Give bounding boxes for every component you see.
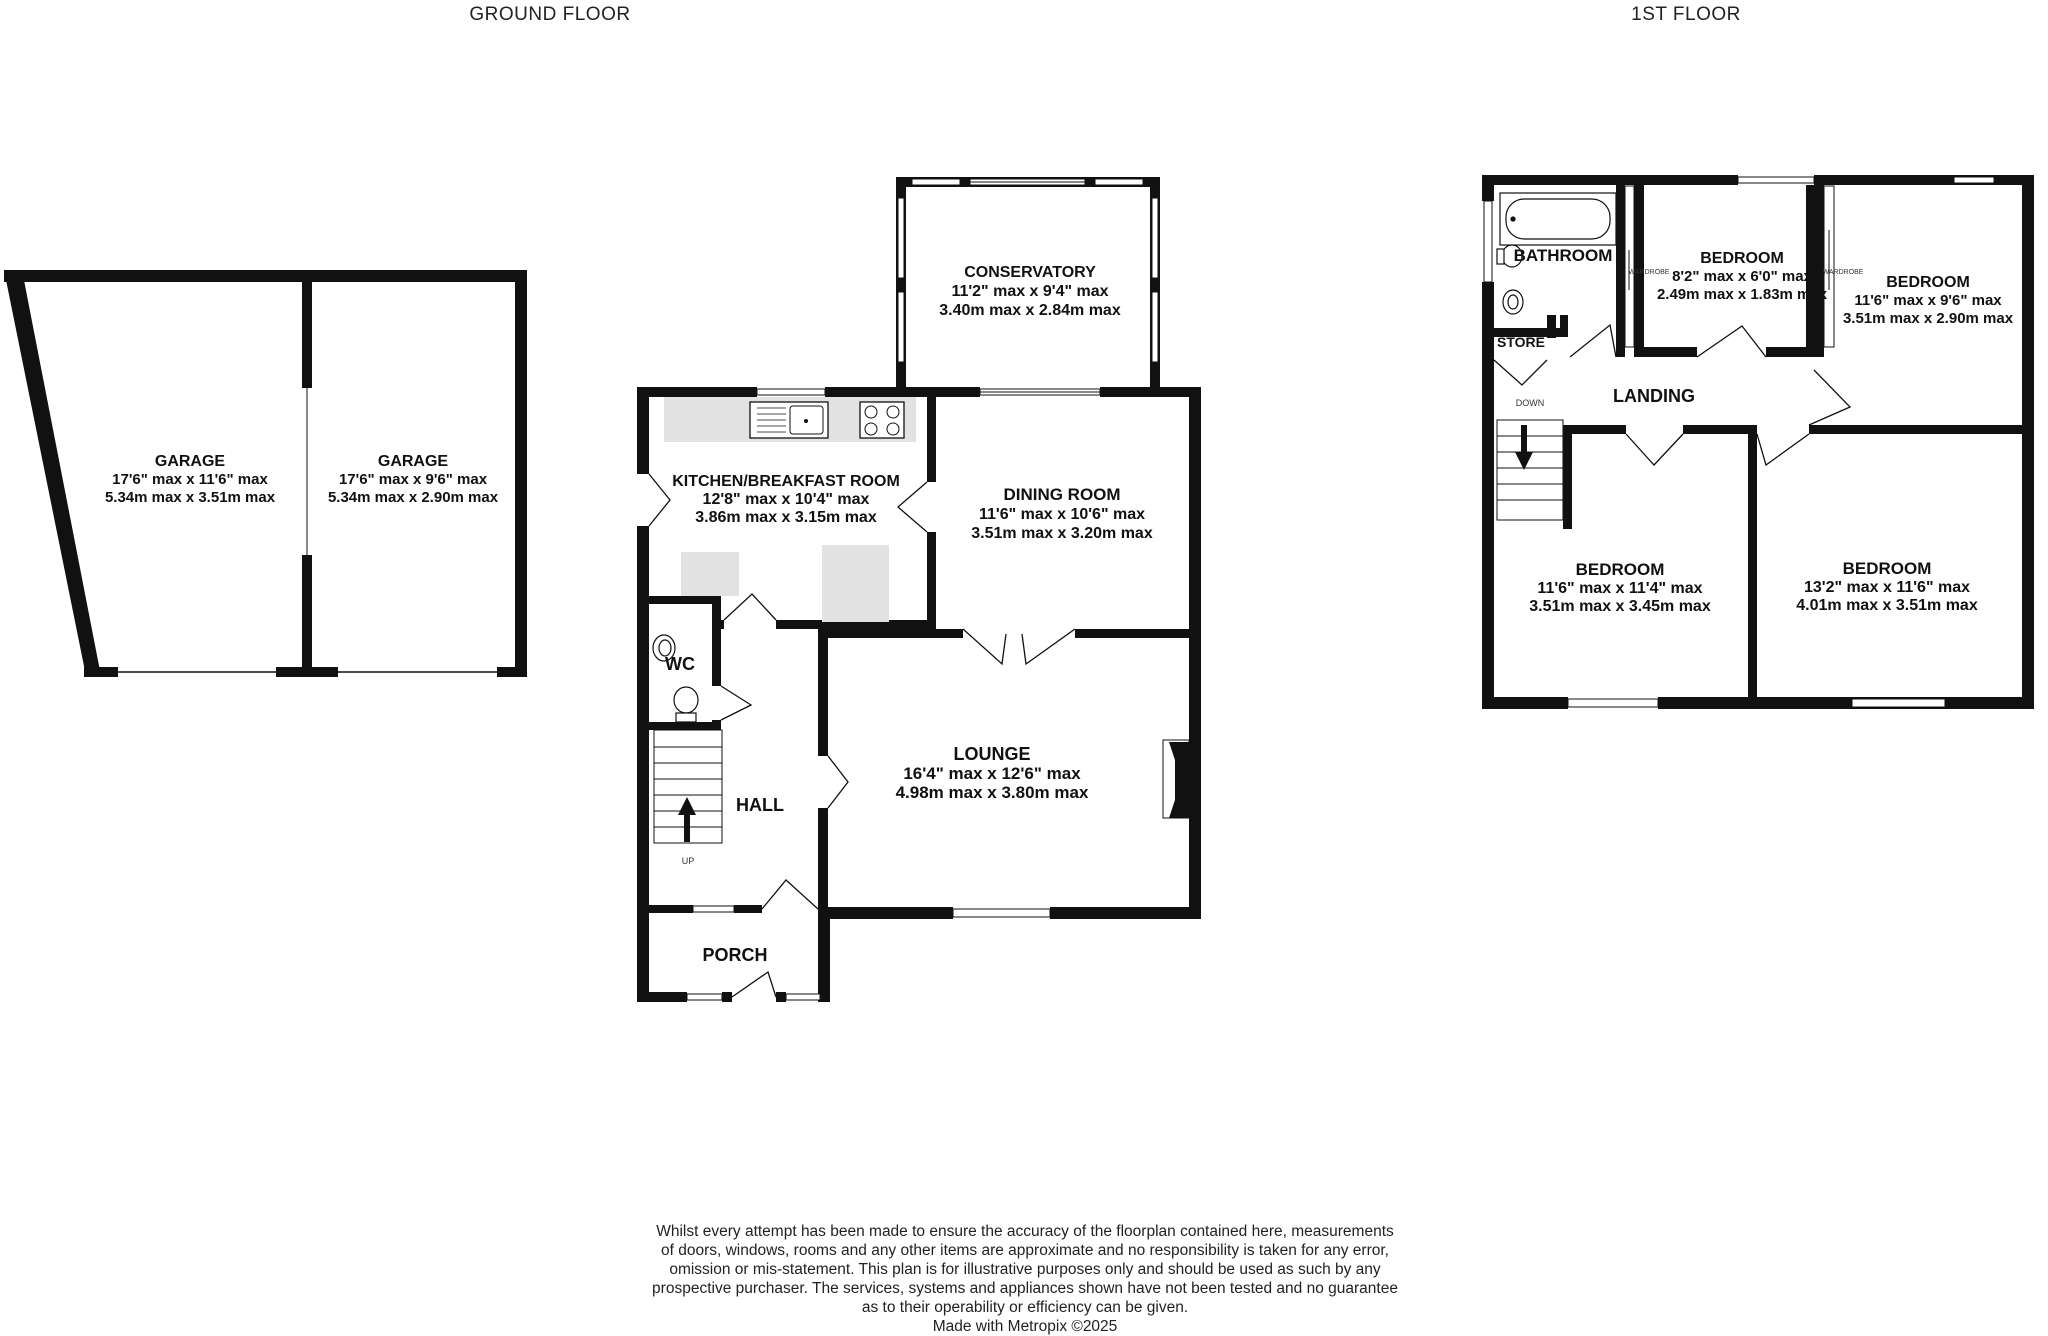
stairs-down-label: DOWN xyxy=(1515,398,1545,408)
sink-icon xyxy=(750,402,828,438)
garage-right-imperial: 17'6" max x 9'6" max xyxy=(338,471,488,488)
kitchen-label: KITCHEN/BREAKFAST ROOM xyxy=(672,473,900,490)
conservatory-window-left xyxy=(898,198,904,278)
conservatory-imperial: 11'2" max x 9'4" max xyxy=(951,283,1109,300)
hall-label: HALL xyxy=(736,795,784,815)
kitchen-side-door xyxy=(649,474,670,526)
bedroom-left-bottom-metric: 3.51m max x 3.45m max xyxy=(1529,598,1711,615)
kitchen-unit-left xyxy=(681,552,739,596)
hob-icon xyxy=(860,402,904,438)
garage-right-label: GARAGE xyxy=(377,453,449,470)
bedroom-right-top-imperial: 11'6" max x 9'6" max xyxy=(1854,292,2002,309)
porch-label: PORCH xyxy=(702,945,768,965)
bedroom-right-top-label: BEDROOM xyxy=(1886,274,1970,291)
hall-porch-door xyxy=(762,880,818,909)
kitchen-metric: 3.86m max x 3.15m max xyxy=(695,509,877,526)
lounge-double-door xyxy=(963,629,1075,664)
bedroom-small-imperial: 8'2" max x 6'0" max xyxy=(1672,268,1812,285)
garage-divider-bottom xyxy=(302,555,312,677)
conservatory-label: CONSERVATORY xyxy=(964,264,1096,281)
bedroom-left-bottom-label: BEDROOM xyxy=(1575,560,1665,579)
wc-door xyxy=(721,686,751,720)
store-door xyxy=(1494,360,1547,385)
lounge-metric: 4.98m max x 3.80m max xyxy=(895,783,1089,802)
front-door xyxy=(732,972,776,997)
metropix-credit: Made with Metropix ©2025 xyxy=(932,1318,1118,1335)
stairs-up-label: UP xyxy=(681,856,695,866)
dining-metric: 3.51m max x 3.20m max xyxy=(971,525,1153,542)
garage-divider-top xyxy=(302,270,312,388)
bedroom-right-bottom-label: BEDROOM xyxy=(1842,559,1932,578)
ground-floor-heading: GROUND FLOOR xyxy=(469,4,631,25)
hall-kitchen-door xyxy=(724,594,776,620)
fireplace-icon xyxy=(1163,740,1189,818)
bedroom-small-metric: 2.49m max x 1.83m max xyxy=(1656,286,1828,303)
store-label: STORE xyxy=(1497,334,1545,350)
garage-left-label: GARAGE xyxy=(154,453,226,470)
garage-door-post-right xyxy=(497,667,527,677)
disclaimer-line: Whilst every attempt has been made to ensure the accuracy of the floorplan contained here, measurements xyxy=(656,1223,1394,1240)
bedroom-right-bottom-metric: 4.01m max x 3.51m max xyxy=(1796,597,1978,614)
bedroom-right-bottom-imperial: 13'2" max x 11'6" max xyxy=(1803,579,1971,596)
wc-fittings xyxy=(653,635,698,722)
conservatory-window-right xyxy=(1152,198,1158,278)
bedroom-left-bottom-imperial: 11'6" max x 11'4" max xyxy=(1537,580,1703,597)
dining-label: DINING ROOM xyxy=(1003,485,1121,504)
garage-left-wall xyxy=(4,270,101,676)
lounge-hall-door xyxy=(828,756,848,808)
bedroom-left-bottom-door xyxy=(1626,434,1683,465)
wardrobe-label-2: WARDROBE xyxy=(1822,269,1864,276)
garage-door-post-mid xyxy=(276,667,338,677)
conservatory-metric: 3.40m max x 2.84m max xyxy=(939,302,1121,319)
garage-door-post-left xyxy=(84,667,118,677)
garage-left-imperial: 17'6" max x 11'6" max xyxy=(112,471,268,488)
lounge-label: LOUNGE xyxy=(953,744,1031,764)
bedroom-right-top-metric: 3.51m max x 2.90m max xyxy=(1842,310,2014,327)
conservatory-window-top xyxy=(912,179,960,185)
garage-left-metric: 5.34m max x 3.51m max xyxy=(104,489,276,506)
wardrobe-label-1: WARDROBE xyxy=(1628,269,1670,276)
bedroom-right-top-door xyxy=(1809,370,1850,425)
first-floor-heading: 1ST FLOOR xyxy=(1631,4,1741,25)
toilet-icon xyxy=(674,687,698,722)
kitchen-unit-right xyxy=(822,545,889,622)
dining-imperial: 11'6" max x 10'6" max xyxy=(978,506,1146,523)
kitchen-imperial: 12'8" max x 10'4" max xyxy=(702,491,870,508)
garage-top-wall xyxy=(4,270,527,282)
disclaimer xyxy=(605,1222,1445,1336)
dining-door xyxy=(898,482,927,532)
bedroom-right-bottom-door xyxy=(1757,434,1809,465)
bedroom-small-label: BEDROOM xyxy=(1700,250,1784,267)
disclaimer-line: of doors, windows, rooms and any other items are approximate and no responsibility is taken for any error, xyxy=(660,1242,1389,1259)
lounge-imperial: 16'4" max x 12'6" max xyxy=(903,764,1081,783)
garage-right-metric: 5.34m max x 2.90m max xyxy=(327,489,499,506)
bathroom-label: BATHROOM xyxy=(1513,246,1613,265)
bath-icon xyxy=(1500,193,1616,245)
garage-right-wall xyxy=(515,270,527,677)
ground-floor-stairs xyxy=(654,730,722,843)
first-floor-stairs xyxy=(1497,420,1563,520)
bedroom-small-door xyxy=(1697,326,1766,357)
disclaimer-line: omission or mis-statement. This plan is for illustrative purposes only and should be used as such by any xyxy=(669,1261,1381,1278)
disclaimer-line: as to their operability or efficiency can be given. xyxy=(861,1299,1189,1316)
bathroom-door xyxy=(1570,325,1616,357)
wc-label: WC xyxy=(665,654,695,674)
room-labels xyxy=(105,246,2014,965)
disclaimer-line: prospective purchaser. The services, systems and appliances shown have not been tested and no guarantee xyxy=(652,1280,1398,1297)
basin-icon-upstairs xyxy=(1503,290,1523,314)
landing-label: LANDING xyxy=(1613,386,1695,406)
